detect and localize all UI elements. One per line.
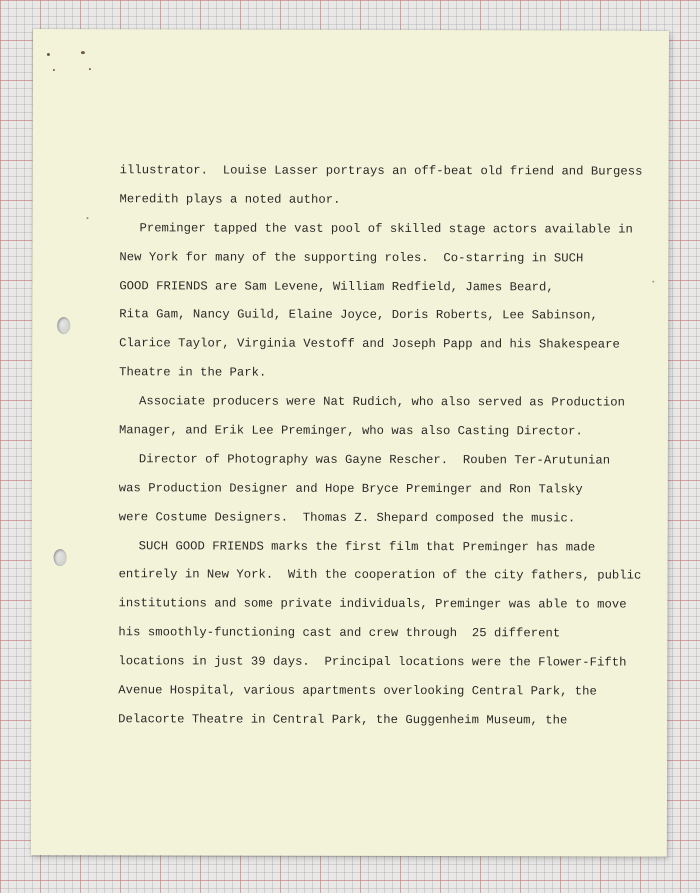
text-line: Clarice Taylor, Virginia Vestoff and Joseph Papp and his Shakespeare [119,336,620,352]
text-line: illustrator. Louise Lasser portrays an off-beat old friend and Burgess [119,163,643,179]
text-line: Delacorte Theatre in Central Park, the Guggenheim Museum, the [118,712,568,728]
text-line: was Production Designer and Hope Bryce Preminger and Ron Talsky [118,481,583,497]
ink-speck [652,281,654,283]
text-line: his smoothly-functioning cast and crew through 25 different [118,625,561,641]
text-line: Associate producers were Nat Rudich, who also served as Production [139,394,626,410]
text-line: Director of Photography was Gayne Rescher. Rouben Ter-Arutunian [138,452,611,468]
punch-hole [54,549,67,566]
text-line: entirely in New York. With the cooperation of the city fathers, public [118,567,642,584]
text-line: SUCH GOOD FRIENDS marks the first film that Preminger has made [138,538,596,555]
text-line: Avenue Hospital, various apartments overlooking Central Park, the [118,683,597,699]
punch-hole [57,317,70,334]
text-line: New York for many of the supporting roles. Co-starring in SUCH [119,249,584,266]
typed-text-body [118,160,643,739]
text-line: were Costume Designers. Thomas Z. Shepard composed the music. [118,509,576,526]
text-line: Manager, and Erik Lee Preminger, who was also Casting Director. [118,423,583,439]
ink-speck [89,68,91,70]
ink-speck [87,217,89,219]
text-line: Meredith plays a noted author. [119,192,341,207]
paper-sheet [31,29,669,857]
text-line: Preminger tapped the vast pool of skilled stage actors available in [139,221,633,237]
text-line: Rita Gam, Nancy Guild, Elaine Joyce, Doris Roberts, Lee Sabinson, [119,307,598,323]
ink-speck [53,69,55,71]
text-line: locations in just 39 days. Principal locations were the Flower-Fifth [118,654,627,670]
text-line: institutions and some private individuals, Preminger was able to move [118,596,627,612]
text-line: Theatre in the Park. [119,365,267,380]
ink-speck [47,53,50,56]
text-line: GOOD FRIENDS are Sam Levene, William Redfield, James Beard, [119,278,554,294]
ink-speck [81,51,85,54]
